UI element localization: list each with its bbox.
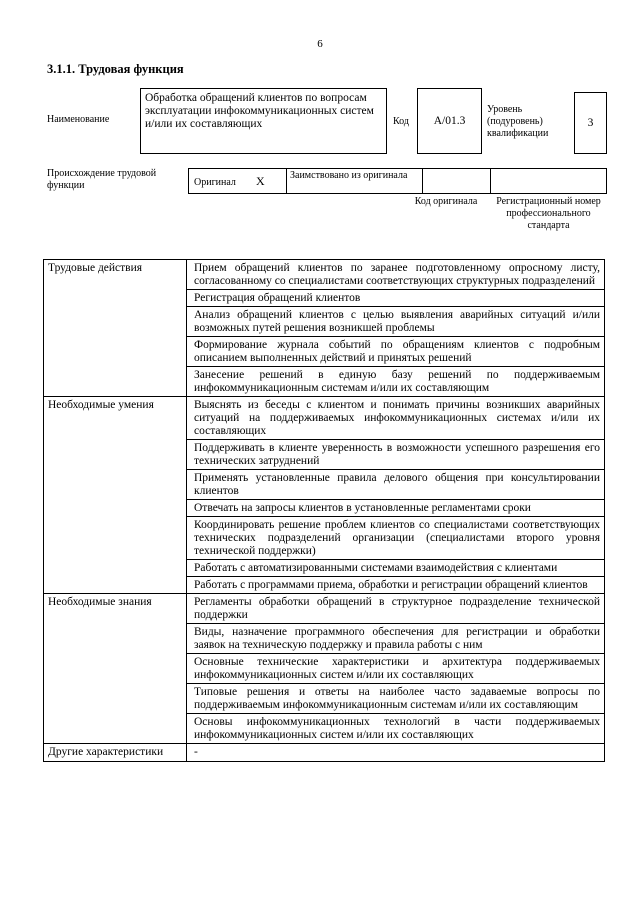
item-cell: Выяснять из беседы с клиентом и понимать причины возникших аварийных ситуаций на поддерживаемых инфокоммуникационных системах и/или их составляющих — [187, 397, 605, 440]
borrowed-cell: Заимствовано из оригинала — [287, 169, 423, 193]
table-row — [44, 594, 605, 624]
name-label: Наименование — [47, 114, 110, 125]
code-label: Код — [393, 116, 409, 127]
item-cell: Координировать решение проблем клиентов со специалистами соответствующих технических подразделений организации (специалистами второго уровня технической поддержки) — [187, 517, 605, 560]
item-cell: Применять установленные правила делового общения при консультировании клиентов — [187, 470, 605, 500]
name-value-box: Обработка обращений клиентов по вопросам эксплуатации инфокоммуникационных систем и/или их составляющих — [140, 88, 387, 154]
code-original-caption: Код оригинала — [414, 196, 478, 207]
header-row — [47, 88, 607, 154]
origin-cells — [188, 168, 607, 194]
item-cell: Основы инфокоммуникационных технологий в части поддерживаемых инфокоммуникационных систем и/или их составляющих — [187, 714, 605, 744]
code-value-box: A/01.3 — [417, 88, 482, 154]
item-cell: Отвечать на запросы клиентов в установленные регламентами сроки — [187, 500, 605, 517]
section-title: 3.1.1. Трудовая функция — [47, 62, 184, 76]
origin-label: Происхождение трудовой функции — [47, 168, 157, 191]
item-cell: Работать с автоматизированными системами взаимодействия с клиентами — [187, 560, 605, 577]
code-original-cell — [423, 169, 491, 193]
table-row — [44, 744, 605, 762]
page-number: 6 — [317, 38, 323, 50]
category-cell: Трудовые действия — [44, 260, 187, 397]
item-cell: Основные технические характеристики и архитектура поддерживаемых инфокоммуникационных систем и/или их составляющих — [187, 654, 605, 684]
reg-number-caption: Регистрационный номер профессионального стандарта — [496, 196, 601, 231]
origin-row — [47, 168, 607, 194]
function-table — [43, 259, 605, 762]
item-cell: Поддерживать в клиенте уверенность в возможности успешного разрешения его технических затруднений — [187, 440, 605, 470]
level-label: Уровень (подуровень) квалификации — [487, 104, 549, 139]
item-cell: Работать с программами приема, обработки и регистрации обращений клиентов — [187, 577, 605, 594]
original-cell — [189, 169, 287, 193]
category-cell: Необходимые умения — [44, 397, 187, 594]
table-row — [44, 397, 605, 440]
item-cell: Регистрация обращений клиентов — [187, 290, 605, 307]
original-label: Оригинал — [194, 177, 236, 188]
level-value-box: 3 — [574, 92, 607, 154]
item-cell: Занесение решений в единую базу решений по поддерживаемым инфокоммуникационным системам и/или их составляющим — [187, 367, 605, 397]
category-cell: Другие характеристики — [44, 744, 187, 762]
reg-number-cell — [491, 169, 606, 193]
item-cell: Типовые решения и ответы на наиболее часто задаваемые вопросы по поддерживаемым инфокоммуникационным системам и/или их составляющим — [187, 684, 605, 714]
item-cell: - — [187, 744, 605, 762]
table-row — [44, 260, 605, 290]
original-mark: X — [256, 174, 265, 188]
item-cell: Виды, назначение программного обеспечения для регистрации и обработки заявок на техническую поддержку и правила работы с ним — [187, 624, 605, 654]
item-cell: Регламенты обработки обращений в структурное подразделение технической поддержки — [187, 594, 605, 624]
category-cell: Необходимые знания — [44, 594, 187, 744]
item-cell: Формирование журнала событий по обращениям клиентов с подробным описанием выполненных действий и принятых решений — [187, 337, 605, 367]
item-cell: Прием обращений клиентов по заранее подготовленному опросному листу, согласованному со специалистами соответствующих структурных подразделений — [187, 260, 605, 290]
item-cell: Анализ обращений клиентов с целью выявления аварийных ситуаций и/или возможных путей решения возникшей проблемы — [187, 307, 605, 337]
